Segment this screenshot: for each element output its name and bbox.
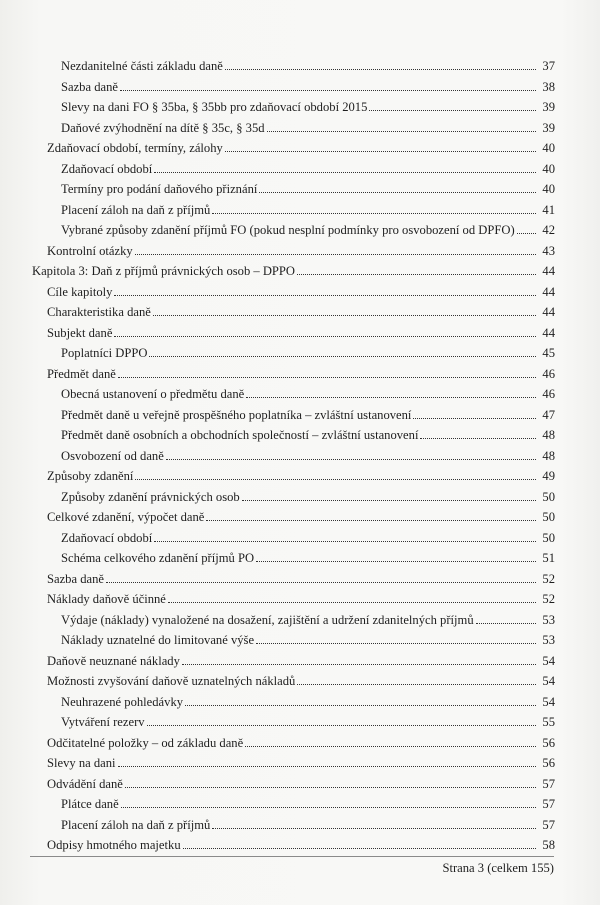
dot-leader <box>166 458 536 460</box>
toc-entry-page: 53 <box>542 633 555 647</box>
dot-leader <box>153 314 536 316</box>
dot-leader <box>183 847 536 849</box>
dot-leader <box>118 376 536 378</box>
toc-entry-title: Zdaňovací období, termíny, zálohy <box>47 141 223 155</box>
toc-entry-title: Zdaňovací období <box>61 530 153 545</box>
dot-leader <box>517 232 536 234</box>
toc-entry-page: 48 <box>542 448 555 463</box>
dot-leader <box>118 765 536 767</box>
toc-entry-page: 44 <box>542 264 555 278</box>
dot-leader <box>147 724 536 726</box>
toc-entry <box>32 507 555 528</box>
dot-leader <box>225 68 536 70</box>
dot-leader <box>245 745 536 747</box>
dot-leader <box>369 109 536 111</box>
toc-entry-page: 38 <box>542 79 555 94</box>
toc-entry-page: 58 <box>542 838 555 852</box>
toc-entry-page: 53 <box>542 612 555 627</box>
dot-leader <box>125 786 536 788</box>
toc-entry <box>32 569 555 590</box>
toc-entry-title: Možnosti zvyšování daňově uznatelných nákladů <box>47 674 296 688</box>
toc-entry-title: Plátce daně <box>61 797 119 811</box>
toc-entry-title: Předmět daně u veřejně prospěšného poplatníka – zvláštní ustanovení <box>61 407 412 422</box>
toc-entry-title: Sazba daně <box>47 571 104 586</box>
dot-leader <box>154 540 536 542</box>
dot-leader <box>256 560 536 562</box>
toc-entry-page: 50 <box>542 530 555 545</box>
toc-entry-page: 50 <box>542 489 555 504</box>
toc-entry-title: Náklady uznatelné do limitované výše <box>61 633 255 647</box>
dot-leader <box>114 335 536 337</box>
toc-entry <box>32 118 555 139</box>
toc-entry <box>32 241 555 262</box>
toc-entry-title: Daňově neuznané náklady <box>47 653 180 668</box>
toc-entry-title: Zdaňovací období <box>61 161 153 176</box>
toc-entry-title: Termíny pro podání daňového přiznání <box>61 182 258 196</box>
toc-entry-page: 44 <box>542 325 555 340</box>
dot-leader <box>135 253 536 255</box>
toc-entry-page: 52 <box>542 571 555 586</box>
dot-leader <box>168 601 536 603</box>
dot-leader <box>225 150 536 152</box>
dot-leader <box>413 417 536 419</box>
toc-entry <box>32 733 555 754</box>
footer-divider <box>30 856 554 857</box>
toc-entry-page: 50 <box>542 510 555 524</box>
table-of-contents <box>32 56 555 856</box>
toc-entry-title: Kontrolní otázky <box>47 243 133 258</box>
dot-leader <box>206 519 536 521</box>
dot-leader <box>242 499 536 501</box>
toc-entry <box>32 528 555 549</box>
toc-entry-title: Placení záloh na daň z příjmů <box>61 202 211 217</box>
dot-leader <box>256 642 536 644</box>
toc-entry-title: Osvobození od daně <box>61 448 164 463</box>
toc-entry <box>32 753 555 774</box>
toc-entry-page: 54 <box>542 674 555 688</box>
toc-entry-title: Odpisy hmotného majetku <box>47 838 181 852</box>
toc-entry-title: Placení záloh na daň z příjmů <box>61 817 211 832</box>
toc-entry <box>32 77 555 98</box>
toc-entry <box>32 200 555 221</box>
dot-leader <box>297 273 536 275</box>
toc-entry-title: Sazba daně <box>61 79 118 94</box>
toc-entry-page: 46 <box>542 366 555 381</box>
toc-entry-title: Způsoby zdanění <box>47 469 134 483</box>
toc-entry <box>32 589 555 610</box>
toc-entry <box>32 466 555 487</box>
toc-entry <box>32 56 555 77</box>
dot-leader <box>297 683 536 685</box>
toc-entry-title: Náklady daňově účinné <box>47 592 166 606</box>
toc-entry-title: Subjekt daně <box>47 325 113 340</box>
toc-entry-page: 39 <box>542 100 555 114</box>
dot-leader <box>182 663 536 665</box>
toc-entry-page: 37 <box>542 59 555 73</box>
toc-entry-title: Slevy na dani FO § 35ba, § 35bb pro zdaňovací období 2015 <box>61 100 368 114</box>
toc-entry-title: Odčitatelné položky – od základu daně <box>47 735 244 750</box>
toc-entry-page: 49 <box>542 469 555 483</box>
toc-entry-title: Předmět daně <box>47 366 116 381</box>
toc-entry-page: 57 <box>542 817 555 832</box>
dot-leader <box>114 294 536 296</box>
toc-entry <box>32 97 555 118</box>
dot-leader <box>154 171 536 173</box>
toc-entry <box>32 179 555 200</box>
toc-entry <box>32 425 555 446</box>
toc-entry <box>32 630 555 651</box>
toc-entry-page: 45 <box>542 346 555 360</box>
toc-entry <box>32 712 555 733</box>
toc-entry <box>32 302 555 323</box>
toc-entry-page: 42 <box>542 223 555 237</box>
toc-entry-page: 54 <box>542 694 555 709</box>
toc-entry-page: 40 <box>542 182 555 196</box>
toc-entry <box>32 651 555 672</box>
toc-entry-title: Vytváření rezerv <box>61 715 145 729</box>
toc-entry <box>32 671 555 692</box>
toc-entry <box>32 794 555 815</box>
toc-entry <box>32 835 555 856</box>
toc-entry-title: Způsoby zdanění právnických osob <box>61 489 240 504</box>
toc-entry <box>32 774 555 795</box>
toc-entry <box>32 138 555 159</box>
toc-entry-title: Slevy na dani <box>47 756 116 770</box>
toc-entry-page: 57 <box>542 776 555 791</box>
toc-entry <box>32 548 555 569</box>
dot-leader <box>120 89 536 91</box>
dot-leader <box>106 581 536 583</box>
toc-entry-title: Nezdanitelné části základu daně <box>61 59 223 73</box>
toc-entry <box>32 815 555 836</box>
toc-entry <box>32 384 555 405</box>
toc-entry-title: Odvádění daně <box>47 776 123 791</box>
toc-entry-title: Charakteristika daně <box>47 305 151 319</box>
toc-entry-page: 47 <box>542 407 555 422</box>
dot-leader <box>259 191 536 193</box>
toc-entry-title: Cíle kapitoly <box>47 284 113 299</box>
toc-entry-page: 40 <box>542 161 555 176</box>
toc-entry-title: Kapitola 3: Daň z příjmů právnických osob – DPPO <box>32 264 296 278</box>
toc-entry-title: Obecná ustanovení o předmětu daně <box>61 387 245 401</box>
toc-entry <box>32 282 555 303</box>
toc-entry-page: 41 <box>542 202 555 217</box>
toc-entry-page: 48 <box>542 428 555 442</box>
toc-entry-title: Vybrané způsoby zdanění příjmů FO (pokud nesplní podmínky pro osvobození od DPFO) <box>61 223 515 237</box>
dot-leader <box>267 130 536 132</box>
toc-entry-page: 51 <box>542 551 555 565</box>
toc-entry <box>32 343 555 364</box>
toc-entry <box>32 446 555 467</box>
toc-entry <box>32 610 555 631</box>
dot-leader <box>121 806 536 808</box>
toc-entry-title: Celkové zdanění, výpočet daně <box>47 510 205 524</box>
toc-entry-page: 52 <box>542 592 555 606</box>
toc-entry-page: 57 <box>542 797 555 811</box>
toc-entry <box>32 692 555 713</box>
toc-entry-page: 54 <box>542 653 555 668</box>
toc-entry-page: 44 <box>542 284 555 299</box>
toc-entry <box>32 405 555 426</box>
toc-entry-page: 44 <box>542 305 555 319</box>
dot-leader <box>149 355 536 357</box>
toc-entry-page: 39 <box>542 120 555 135</box>
dot-leader <box>420 437 536 439</box>
dot-leader <box>212 827 536 829</box>
toc-entry-page: 40 <box>542 141 555 155</box>
toc-entry <box>32 261 555 282</box>
dot-leader <box>185 704 536 706</box>
dot-leader <box>135 478 536 480</box>
toc-entry-title: Výdaje (náklady) vynaložené na dosažení, zajištění a udržení zdanitelných příjmů <box>61 612 474 627</box>
toc-entry-page: 43 <box>542 243 555 258</box>
toc-entry-title: Neuhrazené pohledávky <box>61 694 184 709</box>
toc-entry-page: 46 <box>542 387 555 401</box>
toc-entry-page: 56 <box>542 735 555 750</box>
dot-leader <box>212 212 536 214</box>
toc-entry <box>32 364 555 385</box>
toc-entry-title: Předmět daně osobních a obchodních společností – zvláštní ustanovení <box>61 428 419 442</box>
page-number-footer: Strana 3 (celkem 155) <box>442 861 554 875</box>
toc-entry-page: 55 <box>542 715 555 729</box>
toc-entry-title: Poplatníci DPPO <box>61 346 148 360</box>
toc-entry-page: 56 <box>542 756 555 770</box>
toc-entry-title: Daňové zvýhodnění na dítě § 35c, § 35d <box>61 120 265 135</box>
toc-entry <box>32 220 555 241</box>
dot-leader <box>476 622 536 624</box>
toc-entry <box>32 323 555 344</box>
dot-leader <box>246 396 536 398</box>
toc-entry <box>32 159 555 180</box>
toc-entry <box>32 487 555 508</box>
toc-entry-title: Schéma celkového zdanění příjmů PO <box>61 551 255 565</box>
